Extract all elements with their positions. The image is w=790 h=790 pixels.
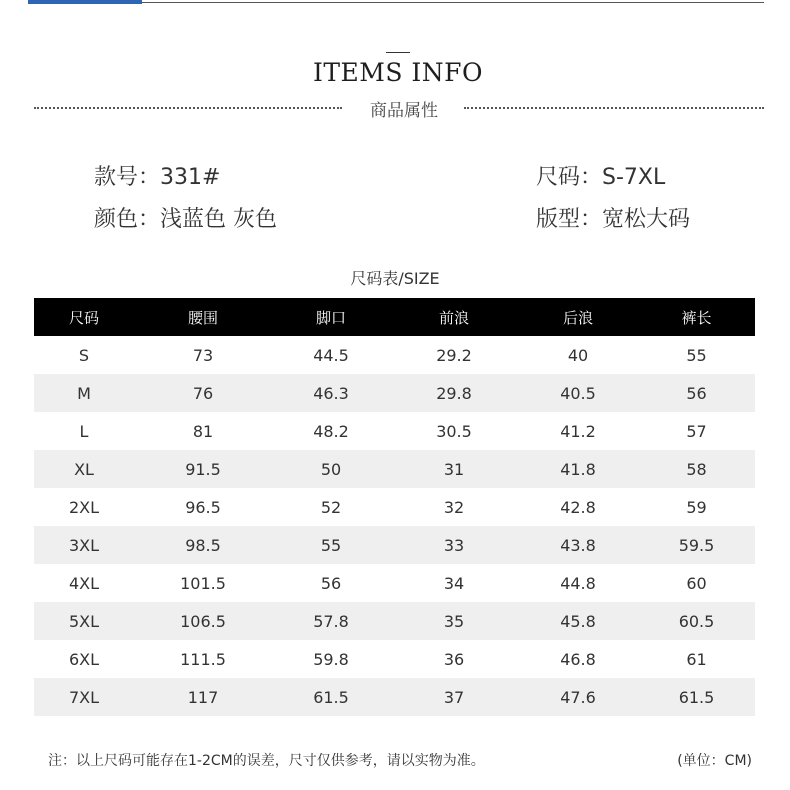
table-row (34, 336, 755, 374)
measurement-cell: 56 (320, 573, 342, 593)
column-header: 裤长 (638, 298, 755, 336)
size-cell: 2XL (68, 497, 100, 517)
page-title: ITEMS INFO (312, 58, 484, 87)
measurement-cell: 59.8 (313, 649, 349, 669)
size-range: 尺码：S-7XL (536, 165, 666, 190)
table-header-row (34, 298, 755, 336)
measurement-cell: 55 (686, 345, 707, 365)
measurement-cell: 106.5 (134, 602, 272, 640)
measurement-cell: 33 (390, 526, 518, 564)
measurement-cell: 46.3 (272, 374, 390, 412)
measurement-cell: 30.5 (436, 421, 472, 441)
footnote: 注：以上尺码可能存在1-2CM的误差，尺寸仅供参考，请以实物为准。 (48, 753, 485, 769)
table-body (34, 336, 755, 716)
measurement-cell: 43.8 (518, 526, 638, 564)
measurement-cell: 57.8 (272, 602, 390, 640)
measurement-cell: 98.5 (134, 526, 272, 564)
measurement-cell: 58 (638, 450, 755, 488)
measurement-cell: 42.8 (560, 497, 596, 517)
measurement-cell: 37 (390, 678, 518, 716)
measurement-cell: 40.5 (518, 374, 638, 412)
measurement-cell: 61.5 (638, 678, 755, 716)
measurement-cell: 32 (443, 497, 465, 517)
measurement-cell: 96.5 (185, 497, 221, 517)
measurement-cell: 61.5 (272, 678, 390, 716)
measurement-cell: 41.2 (560, 421, 596, 441)
column-header: 脚口 (272, 298, 390, 336)
size-cell: 5XL (34, 602, 134, 640)
measurement-cell: 44.8 (560, 573, 596, 593)
table-row (34, 640, 755, 678)
top-divider-line (142, 2, 764, 3)
column-header: 前浪 (390, 298, 518, 336)
measurement-cell: 56 (638, 374, 755, 412)
measurement-cell: 101.5 (180, 573, 226, 593)
dotted-divider-left (34, 107, 342, 109)
measurement-cell: 46.8 (560, 649, 596, 669)
measurement-cell: 57 (686, 421, 707, 441)
measurement-cell: 36 (443, 649, 465, 669)
table-row (34, 374, 755, 412)
size-table-title: 尺码表/SIZE (350, 269, 440, 288)
measurement-cell: 41.8 (518, 450, 638, 488)
measurement-cell: 31 (390, 450, 518, 488)
table-row (34, 678, 755, 716)
size-cell: M (34, 374, 134, 412)
size-table (34, 298, 755, 716)
measurement-cell: 76 (134, 374, 272, 412)
table-row (34, 488, 755, 526)
size-cell: S (78, 345, 90, 365)
table-row (34, 564, 755, 602)
fit-info: 版型：宽松大码 (536, 207, 691, 232)
measurement-cell: 34 (443, 573, 465, 593)
unit-label: (单位：CM) (677, 753, 752, 769)
measurement-cell: 47.6 (518, 678, 638, 716)
table-row (34, 412, 755, 450)
color-info: 颜色：浅蓝色 灰色 (94, 207, 277, 232)
size-cell: L (79, 421, 89, 441)
measurement-cell: 81 (192, 421, 214, 441)
measurement-cell: 40 (567, 345, 589, 365)
measurement-cell: 45.8 (518, 602, 638, 640)
measurement-cell: 111.5 (180, 649, 226, 669)
subtitle-row (34, 96, 764, 121)
measurement-cell: 50 (272, 450, 390, 488)
table-row (34, 450, 755, 488)
dotted-divider-right (464, 107, 764, 109)
measurement-cell: 35 (390, 602, 518, 640)
column-header: 后浪 (518, 298, 638, 336)
measurement-cell: 59 (686, 497, 707, 517)
measurement-cell: 61 (686, 649, 707, 669)
top-accent-bar (28, 0, 142, 4)
measurement-cell: 48.2 (313, 421, 349, 441)
column-header: 尺码 (34, 298, 134, 336)
measurement-cell: 117 (134, 678, 272, 716)
measurement-cell: 29.8 (390, 374, 518, 412)
measurement-cell: 59.5 (638, 526, 755, 564)
size-cell: 6XL (68, 649, 100, 669)
size-cell: 7XL (34, 678, 134, 716)
table-row (34, 602, 755, 640)
size-cell: 3XL (34, 526, 134, 564)
table-row (34, 526, 755, 564)
measurement-cell: 29.2 (436, 345, 472, 365)
size-cell: 4XL (68, 573, 100, 593)
measurement-cell: 60.5 (638, 602, 755, 640)
measurement-cell: 73 (192, 345, 214, 365)
title-dash (386, 52, 410, 53)
measurement-cell: 52 (320, 497, 342, 517)
top-decoration (0, 0, 790, 4)
column-header: 腰围 (134, 298, 272, 336)
style-number: 款号：331# (94, 165, 221, 190)
measurement-cell: 55 (272, 526, 390, 564)
size-cell: XL (34, 450, 134, 488)
page-subtitle: 商品属性 (370, 101, 438, 121)
measurement-cell: 60 (686, 573, 707, 593)
measurement-cell: 91.5 (134, 450, 272, 488)
measurement-cell: 44.5 (313, 345, 349, 365)
